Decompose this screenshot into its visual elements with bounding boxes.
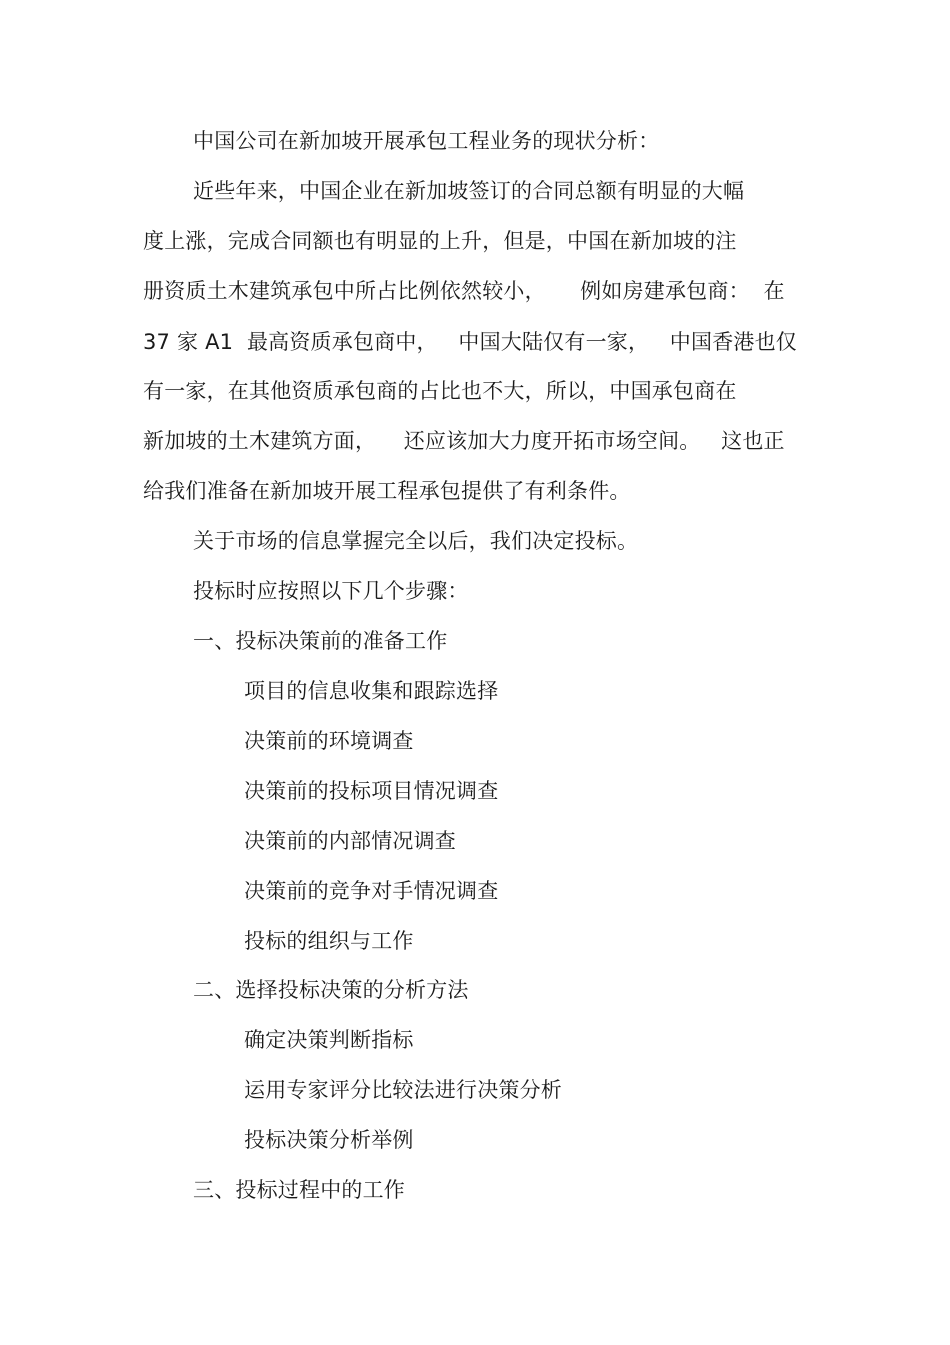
paragraph-line: 有一家，在其他资质承包商的占比也不大，所以，中国承包商在	[143, 379, 737, 403]
list-item: 投标的组织与工作	[244, 929, 414, 953]
section-title: 二、选择投标决策的分析方法	[193, 978, 469, 1002]
list-item: 决策前的内部情况调查	[244, 829, 456, 853]
paragraph-text: 投标时应按照以下几个步骤：	[193, 579, 469, 603]
list-item: 决策前的投标项目情况调查	[244, 779, 499, 803]
paragraph-line: 近些年来，中国企业在新加坡签订的合同总额有明显的大幅	[193, 179, 745, 203]
list-item: 决策前的竞争对手情况调查	[244, 879, 499, 903]
list-item: 项目的信息收集和跟踪选择	[244, 679, 499, 703]
paragraph-line: 37 家 A1 最高资质承包商中， 中国大陆仅有一家， 中国香港也仅	[143, 330, 797, 354]
paragraph-line: 给我们准备在新加坡开展工程承包提供了有利条件。	[143, 479, 631, 503]
paragraph-line: 度上涨，完成合同额也有明显的上升，但是，中国在新加坡的注	[143, 229, 737, 253]
list-item: 决策前的环境调查	[244, 729, 414, 753]
paragraph-line: 册资质土木建筑承包中所占比例依然较小， 例如房建承包商： 在	[143, 279, 785, 303]
section-title: 一、投标决策前的准备工作	[193, 629, 448, 653]
paragraph-line: 新加坡的土木建筑方面， 还应该加大力度开拓市场空间。 这也正	[143, 429, 785, 453]
document-heading: 中国公司在新加坡开展承包工程业务的现状分析：	[193, 129, 660, 153]
section-title: 三、投标过程中的工作	[193, 1178, 405, 1202]
paragraph-text: 关于市场的信息掌握完全以后，我们决定投标。	[193, 529, 639, 553]
list-item: 确定决策判断指标	[244, 1028, 414, 1052]
list-item: 投标决策分析举例	[244, 1128, 414, 1152]
list-item: 运用专家评分比较法进行决策分析	[244, 1078, 562, 1102]
